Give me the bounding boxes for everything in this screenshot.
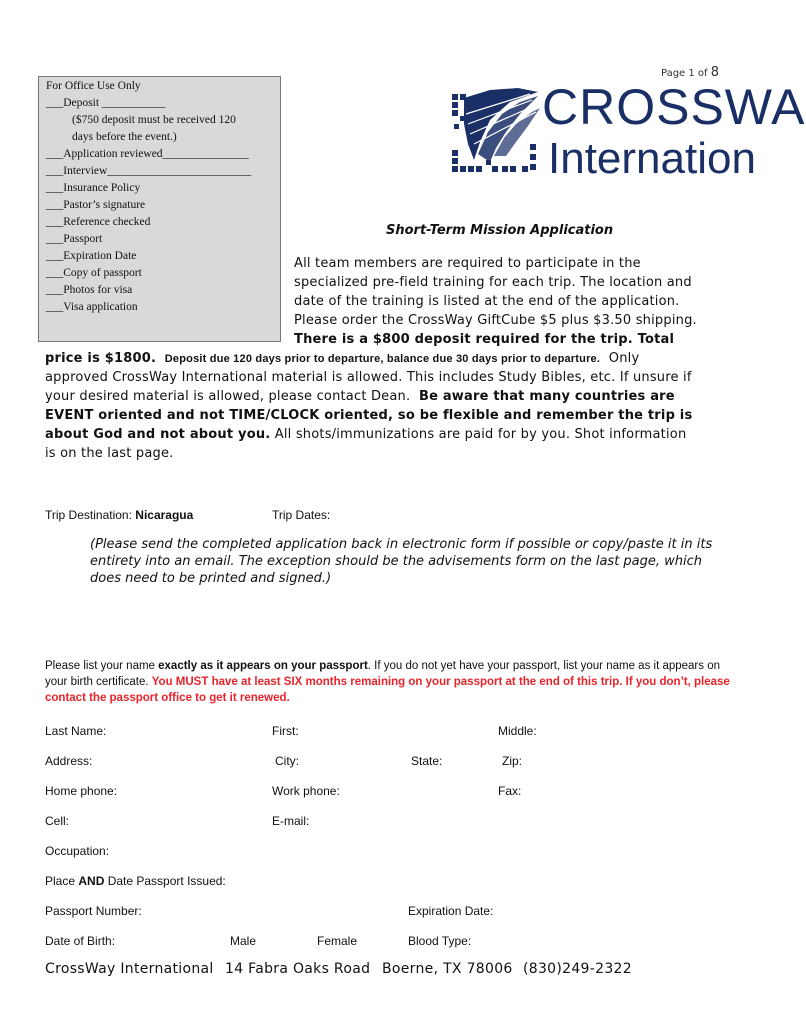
middle-name-field[interactable]: Middle: (498, 724, 537, 738)
dob-field[interactable]: Date of Birth: (45, 934, 116, 948)
office-item: ___Photos for visa (46, 284, 133, 296)
office-item: ___Copy of passport (46, 267, 142, 279)
intro-line: approved CrossWay International material is allowed. This includes Study Bibles, etc. If unsure if (45, 370, 692, 385)
submission-note: (Please send the completed application back in electronic form if possible or copy/paste it in its entirety into an email. The exception should be the advisements form on the last page, which does need to be printed and signed.) (90, 537, 713, 586)
office-item-deposit: ___Deposit ___________ (46, 97, 166, 109)
zip-field[interactable]: Zip: (502, 754, 523, 768)
male-option[interactable]: Male (230, 934, 257, 948)
logo-text-crossway: CROSSWA (542, 79, 806, 135)
email-field[interactable]: E-mail: (272, 814, 310, 828)
intro-line: date of the training is listed at the end of the application. (294, 294, 680, 309)
office-item: ___Reference checked (46, 216, 151, 228)
footer-phone: (830)249-2322 (523, 961, 632, 977)
office-item: ___Insurance Policy (46, 182, 141, 194)
office-item: ___Application reviewed_______________ (46, 148, 249, 160)
footer-street: 14 Fabra Oaks Road (225, 961, 371, 977)
office-item: ___Pastor’s signature (46, 199, 146, 211)
office-item: ___Visa application (46, 301, 138, 313)
work-phone-field[interactable]: Work phone: (272, 784, 340, 798)
intro-line: EVENT oriented and not TIME/CLOCK oriented, so be flexible and remember the trip is (45, 408, 693, 423)
city-field[interactable]: City: (275, 754, 299, 768)
intro-line: price is $1800. Deposit due 120 days prior to departure, balance due 30 days prior to departure. Only (45, 351, 640, 366)
office-item-deposit-note: days before the event.) (72, 131, 177, 143)
passport-note: Please list your name exactly as it appears on your passport. If you do not yet have your passport, list your name as it appears on your birth certificate. You MUST have at least SIX months remaining on your passport at the end of this trip. If you don’t, please contact the passport office to get it renewed. (45, 660, 730, 704)
passport-issued-field[interactable]: Place AND Date Passport Issued: (45, 874, 226, 888)
intro-line: is on the last page. (45, 446, 174, 461)
footer-org: CrossWay International (45, 961, 214, 977)
office-box-title: For Office Use Only (46, 80, 141, 92)
office-item: ___Interview_________________________ (46, 165, 252, 177)
cell-field[interactable]: Cell: (45, 814, 70, 828)
expiration-date-field[interactable]: Expiration Date: (408, 904, 494, 918)
logo-text-international: Internation (548, 134, 756, 183)
address-field[interactable]: Address: (45, 754, 93, 768)
intro-line: your desired material is allowed, please contact Dean. Be aware that many countries are (45, 389, 675, 404)
trip-dates-label: Trip Dates: (272, 508, 331, 522)
office-item: ___Passport (46, 233, 103, 245)
occupation-field[interactable]: Occupation: (45, 844, 110, 858)
office-item-deposit-note: ($750 deposit must be received 120 (72, 114, 236, 126)
office-item: ___Expiration Date (46, 250, 137, 262)
fax-field[interactable]: Fax: (498, 784, 522, 798)
passport-number-field[interactable]: Passport Number: (45, 904, 142, 918)
female-option[interactable]: Female (317, 934, 358, 948)
blood-type-field[interactable]: Blood Type: (408, 934, 472, 948)
page-title: Short-Term Mission Application (386, 223, 614, 238)
last-name-field[interactable]: Last Name: (45, 724, 107, 738)
first-name-field[interactable]: First: (272, 724, 299, 738)
intro-line: There is a $800 deposit required for the trip. Total (294, 332, 675, 347)
footer-city: Boerne, TX 78006 (382, 961, 513, 977)
state-field[interactable]: State: (411, 754, 443, 768)
intro-line: specialized pre-field training for each trip. The location and (294, 275, 692, 290)
page-number: Page 1 of 8 (661, 65, 720, 80)
intro-line: All team members are required to participate in the (294, 256, 641, 271)
trip-destination: Trip Destination: Nicaragua (45, 508, 194, 522)
intro-line: Please order the CrossWay GiftCube $5 plus $3.50 shipping. (294, 313, 697, 328)
office-use-box (38, 76, 281, 342)
intro-line: about God and not about you. All shots/immunizations are paid for by you. Shot information (45, 427, 687, 442)
home-phone-field[interactable]: Home phone: (45, 784, 118, 798)
